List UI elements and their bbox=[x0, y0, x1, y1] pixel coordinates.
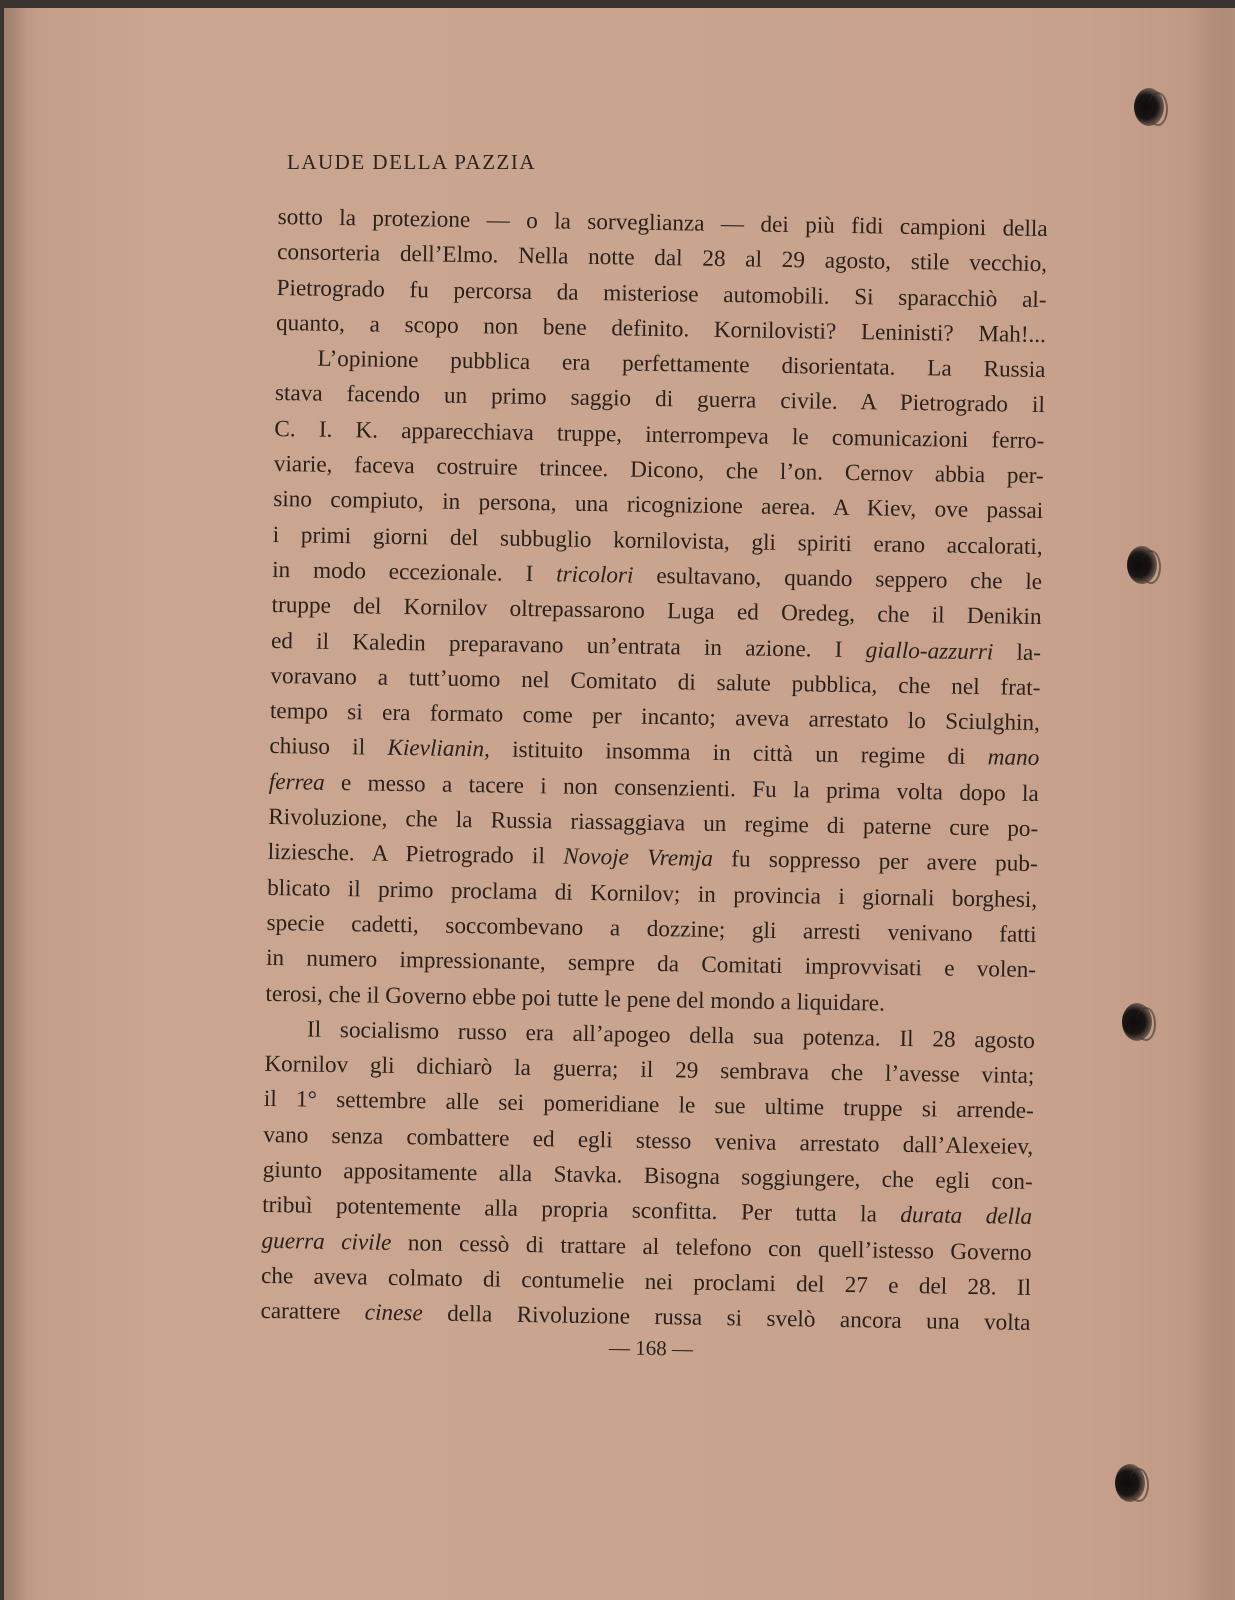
italic-text: Kievlianin, bbox=[387, 735, 491, 763]
text-segment: che aveva colmato di contumelie nei proclami del 27 e del 28. Il bbox=[260, 1262, 1032, 1301]
text-segment: consorteria dell’Elmo. Nella notte dal 28 al 29 agosto, stile vecchio, bbox=[276, 239, 1048, 278]
text-segment: giunto appositamente alla Stavka. Bisogna soggiungere, che egli con- bbox=[262, 1156, 1033, 1195]
text-segment: carattere bbox=[260, 1298, 365, 1326]
italic-text: durata della bbox=[900, 1202, 1033, 1231]
text-segment: blicato il primo proclama di Kornilov; in provincia i giornali borghesi, bbox=[266, 874, 1038, 913]
text-segment: il 1° settembre alle sei pomeridiane le sue ultime truppe si arrende- bbox=[263, 1086, 1034, 1125]
text-segment: truppe del Kornilov oltrepassarono Luga ed Oredeg, che il Denikin bbox=[271, 592, 1042, 631]
text-segment: in modo eccezionale. I bbox=[271, 556, 557, 588]
italic-text: ferrea bbox=[268, 768, 325, 796]
binding-hole-1 bbox=[1134, 88, 1164, 126]
text-segment: della Rivoluzione russa si svelò ancora una volta bbox=[422, 1300, 1031, 1337]
text-segment: Il socialismo russo era all’apogeo della sua potenza. Il 28 agosto bbox=[306, 1016, 1036, 1054]
text-segment: i primi giorni del subbuglio kornilovista, gli spiriti erano accalorati, bbox=[272, 521, 1043, 560]
text-segment: Kornilov gli dichiarò la guerra; il 29 sembrava che l’avesse vinta; bbox=[264, 1051, 1035, 1090]
binding-hole-3 bbox=[1122, 1003, 1152, 1041]
italic-text: cinese bbox=[364, 1299, 423, 1327]
italic-text: tricolori bbox=[555, 561, 634, 589]
text-segment: istituito insomma in città un regime di bbox=[489, 736, 988, 771]
page-number: — 168 — bbox=[608, 1335, 694, 1361]
italic-text: guerra civile bbox=[261, 1227, 392, 1256]
text-segment: tribuì potentemente alla propria sconfitta. Per tutta la bbox=[262, 1192, 901, 1229]
italic-text: giallo-azzurri bbox=[865, 636, 994, 665]
text-segment: C. I. K. apparecchiava truppe, interrompeva le comunicazioni ferro- bbox=[274, 415, 1045, 454]
text-segment: vano senza combattere ed egli stesso veniva arrestato dall’Alexeiev, bbox=[263, 1121, 1034, 1160]
text-segment: liziesche. A Pietrogrado il bbox=[267, 839, 564, 870]
body-text bbox=[260, 200, 1048, 1341]
text-segment: e messo a tacere i non consenzienti. Fu la prima volta dopo la bbox=[324, 769, 1039, 807]
binding-hole-4 bbox=[1115, 1464, 1145, 1502]
text-segment: ed il Kaledin preparavano un’entrata in azione. I bbox=[270, 627, 866, 663]
text-segment: sino compiuto, in persona, una ricognizione aerea. A Kiev, ove passai bbox=[273, 486, 1044, 525]
italic-text: Novoje Vremja bbox=[563, 843, 714, 873]
running-head: LAUDE DELLA PAZZIA bbox=[287, 150, 537, 174]
text-segment: esultavano, quando seppero che le bbox=[633, 562, 1043, 596]
text-segment: Pietrogrado fu percorsa da misteriose automobili. Si sparacchiò al- bbox=[276, 274, 1047, 313]
text-segment: tempo si era formato come per incanto; aveva arrestato lo Sciulghin, bbox=[269, 698, 1041, 737]
text-segment: la- bbox=[993, 638, 1042, 666]
text-segment: Rivoluzione, che la Russia riassaggiava un regime di paterne cure po- bbox=[268, 803, 1039, 843]
text-segment: chiuso il bbox=[269, 733, 388, 762]
text-segment: quanto, a scopo non bene definito. Kornilovisti? Leninisti? Mah!... bbox=[275, 309, 1047, 348]
text-segment: viarie, faceva costruire trincee. Dicono, che l’on. Cernov abbia per- bbox=[273, 451, 1044, 490]
text-segment: fu soppresso per avere pub- bbox=[712, 846, 1038, 878]
text-segment: specie cadetti, soccombevano a dozzine; gli arresti venivano fatti bbox=[266, 909, 1037, 948]
binding-hole-2 bbox=[1127, 546, 1157, 584]
text-segment: terosi, che il Governo ebbe poi tutte le pene del mondo a liquidare. bbox=[265, 980, 886, 1017]
text-segment: in numero impressionante, sempre da Comitati improvvisati e volen- bbox=[265, 945, 1037, 984]
text-segment: non cessò di trattare al telefono con quell’istesso Governo bbox=[391, 1229, 1032, 1266]
text-segment: L’opinione pubblica era perfettamente disorientata. La Russia bbox=[317, 345, 1046, 384]
text-segment: voravano a tutt’uomo nel Comitato di salute pubblica, che nel frat- bbox=[270, 662, 1041, 701]
text-segment: stava facendo un primo saggio di guerra civile. A Pietrogrado il bbox=[274, 380, 1046, 419]
text-segment: sotto la protezione — o la sorveglianza — dei più fidi campioni della bbox=[277, 203, 1048, 243]
italic-text: mano bbox=[987, 744, 1040, 772]
